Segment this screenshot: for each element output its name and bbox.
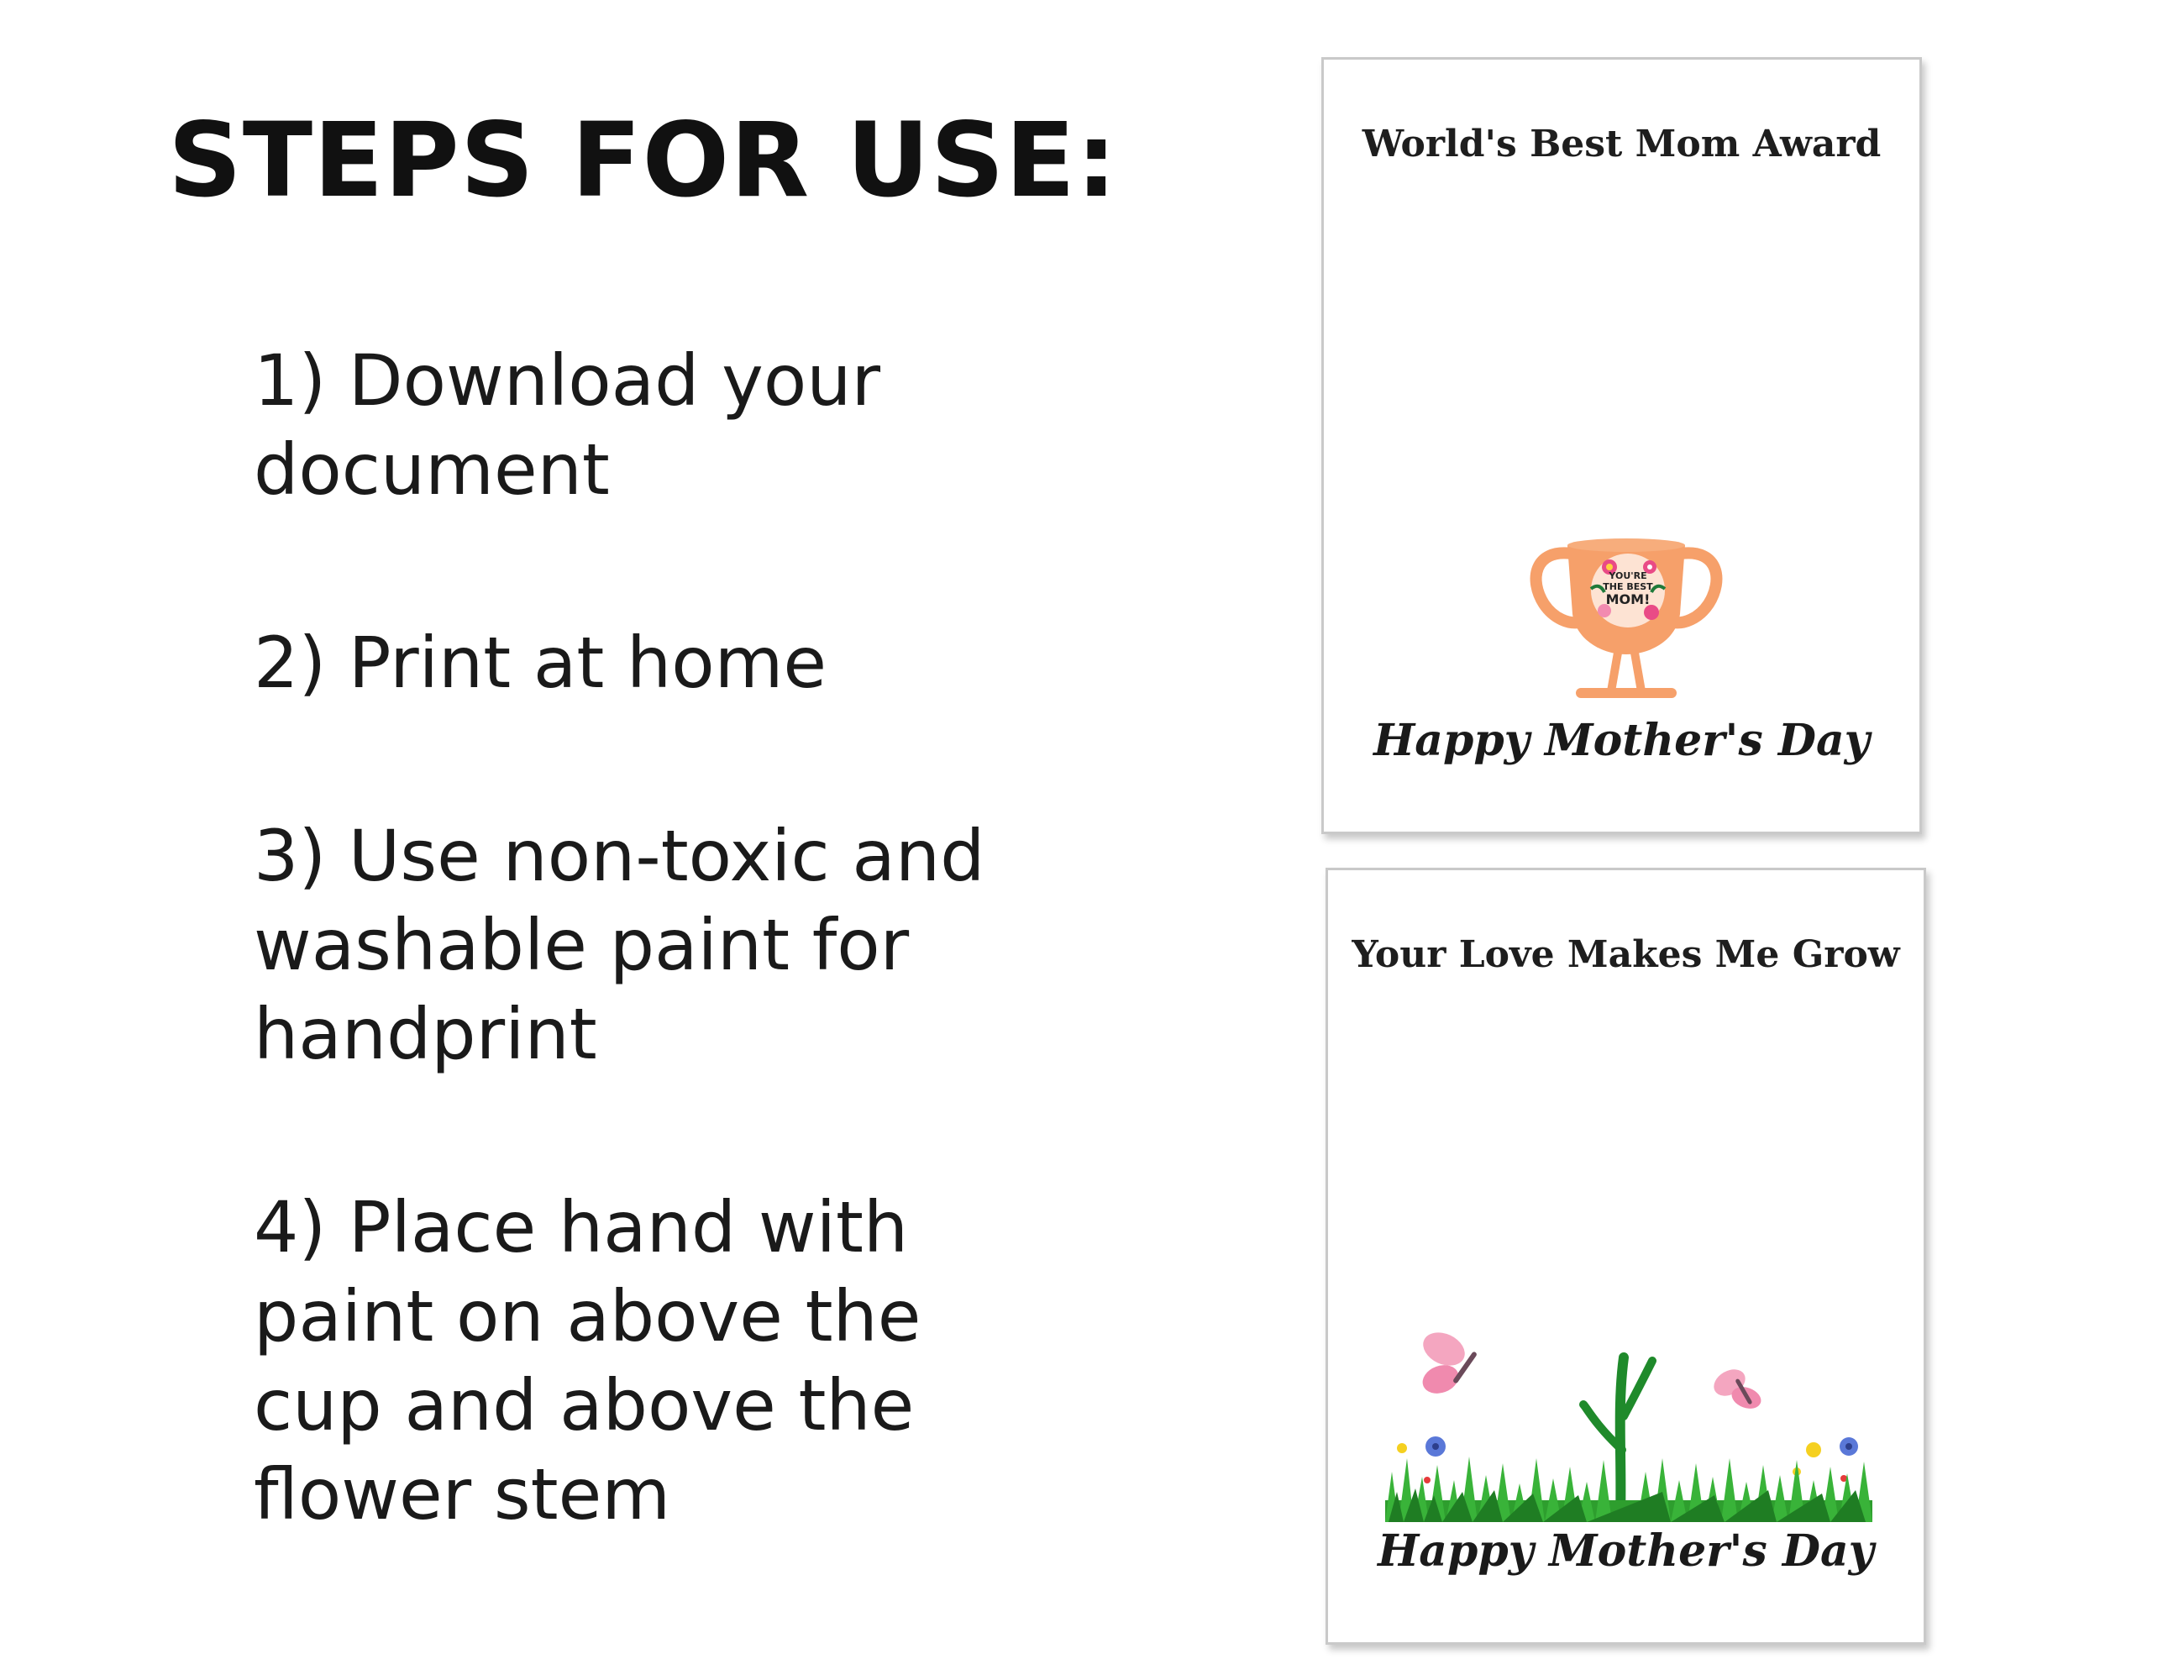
steps-list bbox=[254, 336, 1010, 1643]
badge-text-3: MOM! bbox=[1605, 591, 1651, 607]
printable-card-flower bbox=[1326, 868, 1926, 1645]
flower-stem-icon bbox=[1385, 1324, 1872, 1525]
badge-text-1: YOU'RE bbox=[1609, 570, 1647, 581]
step-item-3: 3) Use non-toxic and washable paint for handprint bbox=[254, 815, 985, 1075]
badge-text-2: THE BEST bbox=[1603, 581, 1653, 592]
trophy-icon bbox=[1525, 530, 1727, 706]
grass-icon bbox=[1385, 1457, 1872, 1522]
printable-card-trophy bbox=[1321, 57, 1922, 834]
card-title: Your Love Makes Me Grow bbox=[1352, 933, 1900, 976]
card-footer: Happy Mother's Day bbox=[1373, 715, 1870, 766]
butterfly-icon bbox=[1418, 1326, 1478, 1399]
butterfly-icon bbox=[1709, 1364, 1764, 1413]
step-item-2: 2) Print at home bbox=[254, 622, 827, 704]
card-title: World's Best Mom Award bbox=[1362, 123, 1882, 165]
card-footer: Happy Mother's Day bbox=[1378, 1525, 1874, 1577]
step-item-4: 4) Place hand with paint on above the cup and above the flower stem bbox=[254, 1186, 921, 1536]
page-heading: STEPS FOR USE: bbox=[168, 101, 1118, 220]
stem-icon bbox=[1583, 1357, 1652, 1517]
step-item-1: 1) Download your document bbox=[254, 339, 881, 511]
